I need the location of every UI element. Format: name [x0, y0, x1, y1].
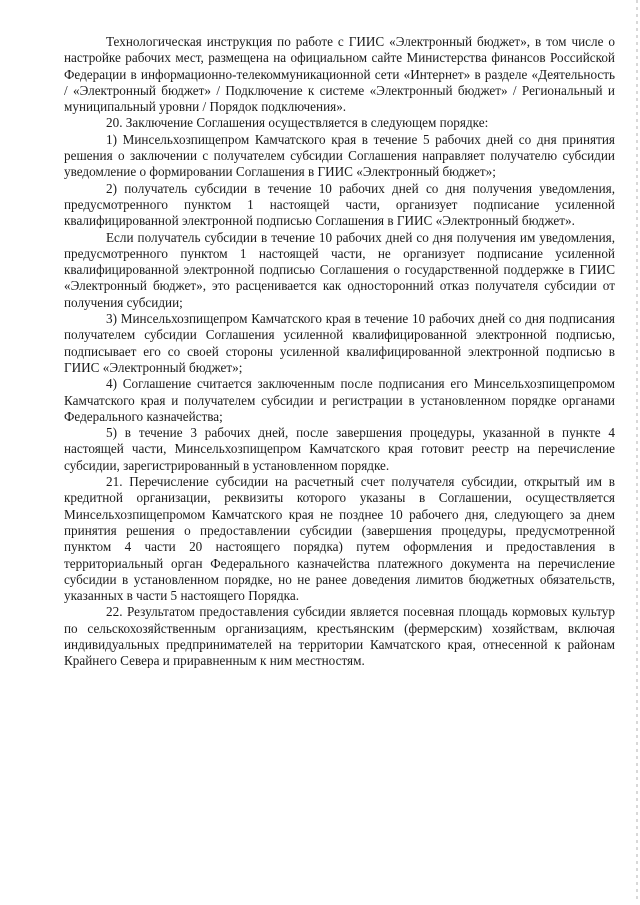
paragraph-20-refusal-note: Если получатель субсидии в течение 10 рабочих дней со дня получения им уведомления, предусмотренного пунктом 1 настоящей части, не организует подписание усиленной квалифицированной электронной подписью Соглашения о государственной поддержке в ГИИС «Электронный бюджет», это расценивается как односторонний отказ получателя субсидии от получения субсидии;	[64, 229, 615, 310]
paragraph-20-item-5: 5) в течение 3 рабочих дней, после завершения процедуры, указанной в пункте 4 настоящей части, Минсельхозпищепром Камчатского края готовит реестр на перечисление субсидии, зарегистрированный в установленном порядке.	[64, 425, 615, 473]
paragraph-20-item-3: 3) Минсельхозпищепром Камчатского края в течение 10 рабочих дней со дня подписания получателем субсидии Соглашения усиленной квалифицированной электронной подписью, подписывает его со своей стороны усиленной квалифицированной электронной подписью в ГИИС «Электронный бюджет»;	[64, 311, 615, 375]
paragraph-20-item-2: 2) получатель субсидии в течение 10 рабочих дней со дня получения уведомления, предусмотренного пунктом 1 настоящей части, организует подписание усиленной квалифицированной электронной подписью Соглашения в ГИИС «Электронный бюджет».	[64, 180, 615, 229]
paragraph-20-item-4: 4) Соглашение считается заключенным после подписания его Минсельхозпищепромом Камчатского края и получателем субсидии и регистрации в установленном порядке органами Федерального казначейства;	[64, 376, 615, 424]
paragraph-21: 21. Перечисление субсидии на расчетный счет получателя субсидии, открытый им в кредитной организации, реквизиты которого указаны в Соглашении, осуществляется Минсельхозпищепромом Камчатского края не позднее 10 рабочего дня, следующего за днем принятия решения о предоставлении субсидии (завершения процедуры, предусмотренной пунктом 4 части 20 настоящего порядка) путем оформления и предоставления в территориальный орган Федерального казначейства платежного документа на перечисление субсидии в установленном порядке, но не ранее доведения лимитов бюджетных обязательств, указанных в части 5 настоящего Порядка.	[64, 474, 615, 604]
scan-edge-mark	[636, 0, 638, 900]
paragraph-22: 22. Результатом предоставления субсидии является посевная площадь кормовых культур по сельскохозяйственным организациям, крестьянским (фермерским) хозяйствам, включая индивидуальных предпринимателей на территории Камчатского края, отнесенной к районам Крайнего Севера и приравненным к ним местностям.	[64, 604, 615, 669]
paragraph-20-heading: 20. Заключение Соглашения осуществляется в следующем порядке:	[106, 115, 489, 131]
paragraph-instruction-note: Технологическая инструкция по работе с ГИИС «Электронный бюджет», в том числе о настройке рабочих мест, размещена на официальном сайте Министерства финансов Российской Федерации в информационно-телекоммуникационной сети «Интернет» в разделе «Деятельность / «Электронный бюджет» / Подключение к системе «Электронный бюджет» / Региональный и муниципальный уровни / Порядок подключения».	[64, 34, 615, 115]
paragraph-20-item-1: 1) Минсельхозпищепром Камчатского края в течение 5 рабочих дней со дня принятия решения о заключении с получателем субсидии Соглашения направляет получателю субсидии уведомление о формировании Соглашения в ГИИС «Электронный бюджет»;	[64, 131, 615, 180]
